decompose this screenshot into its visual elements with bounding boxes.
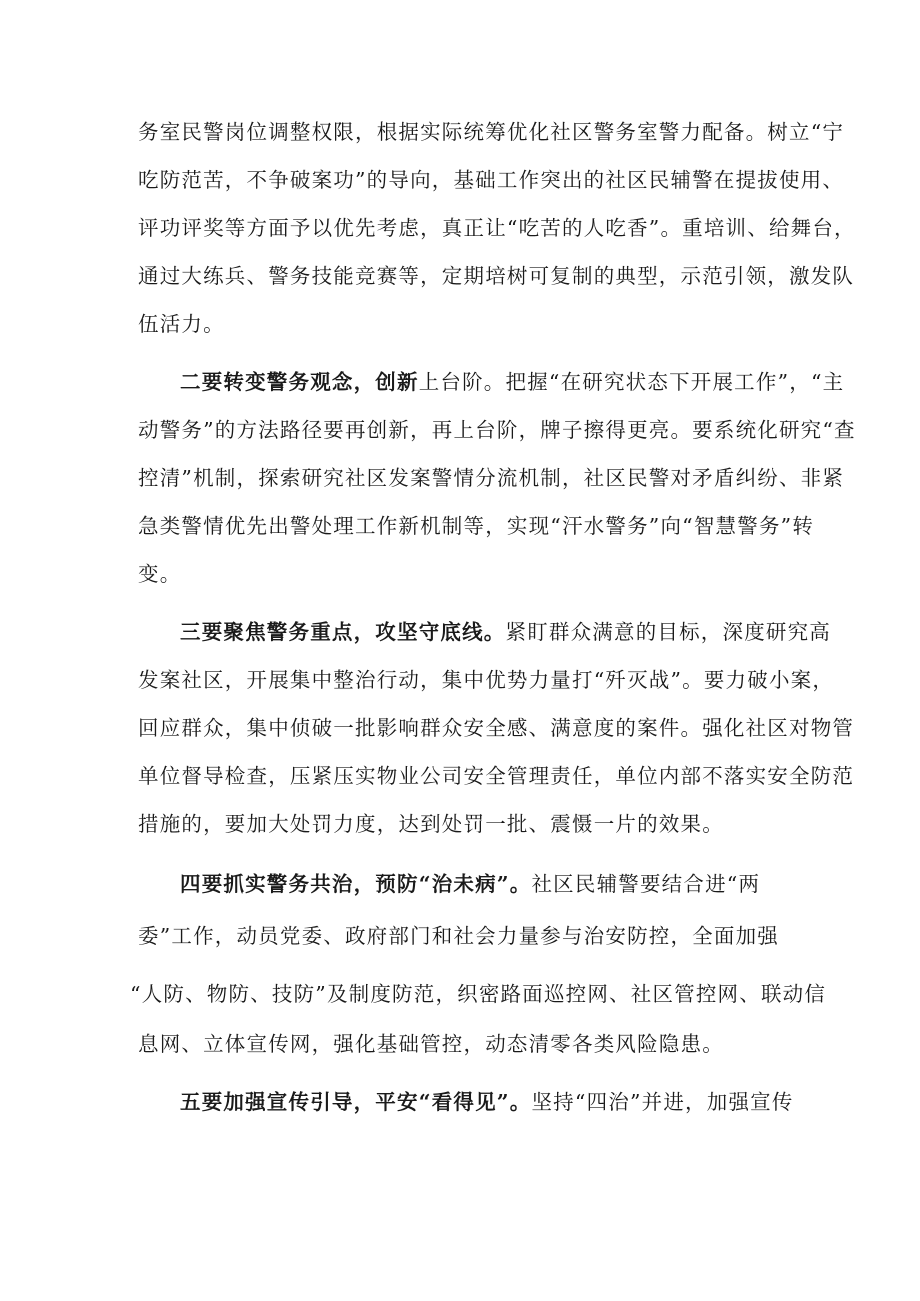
text-segment: 通过大练兵、警务技能竞赛等，定期培树可复制的典型，示范引领，激发队 (138, 264, 855, 288)
text-segment: “人防、物防、技防”及制度防范，织密路面巡控网、社区管控网、联动信 (130, 982, 827, 1006)
section-heading: 五要加强宣传引导，平安“看得见”。 (180, 1090, 532, 1114)
text-segment: 措施的，要加大处罚力度，达到处罚一批、震慑一片的效果。 (138, 812, 724, 836)
text-segment: 评功评奖等方面予以优先考虑，真正让“吃苦的人吃香”。重培训、给舞台， (138, 216, 856, 240)
text-segment: 息网、立体宣传网，强化基础管控，动态清零各类风险隐患。 (138, 1032, 724, 1056)
section-heading: 二要转变警务观念，创新 (180, 370, 419, 394)
text-line (138, 310, 225, 338)
text-line (138, 416, 856, 444)
section-heading-line (180, 1088, 794, 1116)
text-segment: 控清”机制，探索研究社区发案警情分流机制，社区民警对矛盾纠纷、非紧 (138, 466, 845, 490)
section-heading: 四要抓实警务共治，预防“治未病”。 (180, 872, 532, 896)
text-line (138, 714, 854, 742)
text-line (138, 464, 844, 492)
text-line (138, 262, 854, 290)
text-line (138, 118, 844, 146)
text-line (138, 560, 181, 588)
section-heading-line (180, 368, 844, 396)
text-line (130, 980, 826, 1008)
text-line (138, 666, 834, 694)
text-line (138, 166, 844, 194)
text-segment: 紧盯群众满意的目标，深度研究高 (505, 620, 831, 644)
section-heading-line (180, 870, 760, 898)
text-line (138, 810, 724, 838)
text-segment: 变。 (138, 562, 182, 586)
text-segment: 务室民警岗位调整权限，根据实际统筹优化社区警务室警力配备。树立“宁 (138, 120, 845, 144)
text-segment: 回应群众，集中侦破一批影响群众安全感、满意度的案件。强化社区对物管 (138, 716, 855, 740)
text-line (138, 512, 814, 540)
text-segment: 委”工作，动员党委、政府部门和社会力量参与治安防控，全面加强 (138, 924, 779, 948)
text-segment: 社区民辅警要结合进“两 (531, 872, 761, 896)
text-segment: 吃防范苦，不争破案功”的导向，基础工作突出的社区民辅警在提拔使用、 (138, 168, 845, 192)
text-segment: 动警务”的方法路径要再创新，再上台阶，牌子擦得更亮。要系统化研究“查 (138, 418, 856, 442)
text-line (138, 922, 779, 950)
text-line (138, 762, 854, 790)
section-heading: 三要聚焦警务重点，攻坚守底线。 (180, 620, 506, 644)
text-segment: 坚持“四治”并进，加强宣传 (531, 1090, 794, 1114)
text-segment: 上台阶。把握“在研究状态下开展工作”，“主 (418, 370, 845, 394)
section-heading-line (180, 618, 831, 646)
text-segment: 单位督导检查，压紧压实物业公司安全管理责任，单位内部不落实安全防范 (138, 764, 855, 788)
text-segment: 急类警情优先出警处理工作新机制等，实现“汗水警务”向“智慧警务”转 (138, 514, 815, 538)
text-segment: 发案社区，开展集中整治行动，集中优势力量打“歼灭战”。要力破小案， (138, 668, 835, 692)
text-segment: 伍活力。 (138, 312, 225, 336)
text-line (138, 1030, 724, 1058)
text-line (138, 214, 856, 242)
